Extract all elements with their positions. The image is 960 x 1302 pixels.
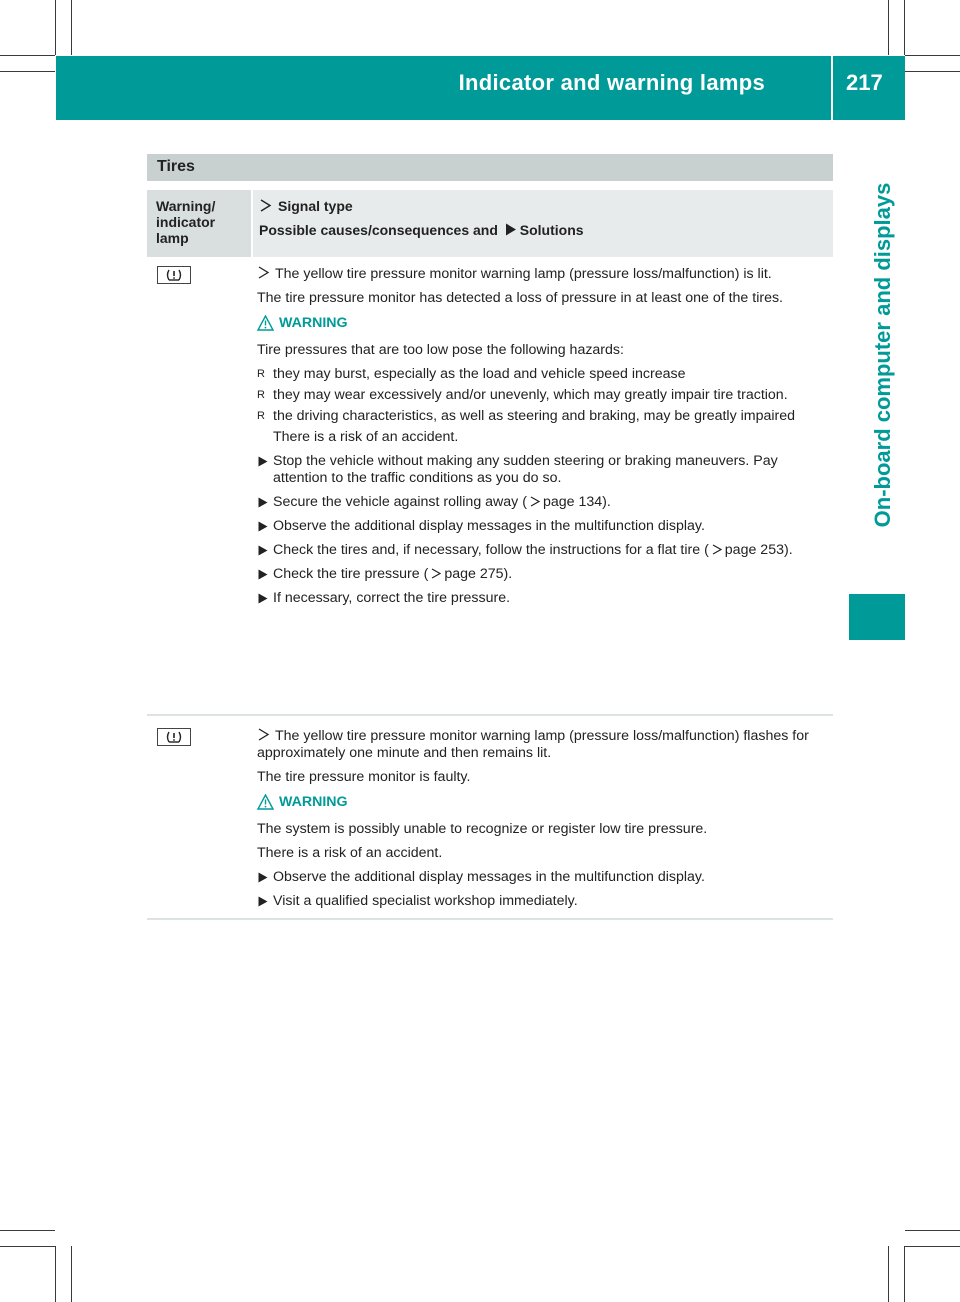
action-step: Observe the additional display messages in the multifunction display. [257,869,827,886]
signal-type-icon [257,266,270,279]
action-arrow-icon [258,545,268,556]
warning-triangle-icon [257,315,274,331]
bullet-marker: R [257,410,265,422]
row-content [257,728,827,917]
action-step: Stop the vehicle without making any sudden steering or braking maneuvers. Pay attention to the traffic conditions as you do so. [257,453,827,487]
solutions-label: Solutions [519,222,584,238]
crop-mark [71,0,72,55]
action-arrow-icon [258,593,268,604]
table-header-signal-column [253,190,833,257]
hazard-item: R they may burst, especially as the load and vehicle speed increase [257,366,686,382]
page-ref-icon [712,544,722,555]
risk-text: There is a risk of an accident. [257,845,443,861]
crop-mark [905,1246,960,1247]
warning-label: WARNING [279,794,348,810]
action-arrow-icon [258,896,268,907]
page-ref-icon [431,568,441,579]
crop-mark [0,55,55,56]
causes-label: Possible causes/consequences and [259,222,498,238]
warning-text: The system is possibly unable to recognize or register low tire pressure. [257,821,708,837]
action-arrow-icon [258,456,268,467]
crop-mark [905,71,960,72]
header-title: Indicator and warning lamps [458,70,765,95]
page-number: 217 [846,70,883,95]
section-title: Tires [157,158,195,175]
action-step: Observe the additional display messages in the multifunction display. [257,518,827,535]
solutions-arrow-icon [505,223,517,236]
warning-intro: Tire pressures that are too low pose the following hazards: [257,342,624,358]
page-reference[interactable]: page 253). [724,542,793,558]
signal-type-icon [259,199,272,212]
warning-triangle-icon [257,794,274,810]
crop-mark [888,1246,889,1302]
signal-type-label: Signal type [278,198,353,214]
action-step: If necessary, correct the tire pressure. [257,590,827,607]
action-arrow-icon [258,569,268,580]
bullet-marker: R [257,389,265,401]
warning-label: WARNING [279,315,348,331]
page-ref-icon [530,496,540,507]
action-step: Check the tires and, if necessary, follow the instructions for a flat tire ( page 253). [257,542,827,559]
hazard-item: R the driving characteristics, as well as steering and braking, may be greatly impaired [257,408,796,424]
signal-type-icon [257,728,270,741]
action-arrow-icon [258,497,268,508]
crop-mark [904,1246,905,1302]
action-arrow-icon [258,521,268,532]
action-step: Visit a qualified specialist workshop immediately. [257,893,827,910]
crop-mark [0,71,55,72]
action-step: Check the tire pressure ( page 275). [257,566,827,583]
lamp-column-label: Warning/ indicator lamp [156,198,216,246]
page-reference[interactable]: page 134). [542,494,611,510]
crop-mark [905,55,960,56]
chapter-tab-label: On-board computer and displays [870,182,895,528]
chapter-marker [849,594,905,640]
table-row [147,724,833,920]
crop-mark [71,1246,72,1302]
section-title-bar [147,154,833,181]
tire-pressure-warning-icon [157,728,191,746]
table-header [147,190,833,257]
signal-description: The yellow tire pressure monitor warning lamp (pressure loss/malfunction) flashes for approximately one minute and then remains lit. [257,728,809,761]
risk-text: There is a risk of an accident. [273,429,459,445]
page-reference[interactable]: page 275). [444,566,513,582]
cause-text: The tire pressure monitor has detected a loss of pressure in at least one of the tires. [257,290,783,306]
crop-mark [888,0,889,55]
crop-mark [0,1246,55,1247]
table-header-lamp-column [147,190,251,257]
bullet-marker: R [257,368,265,380]
crop-mark [55,0,56,55]
crop-mark [905,1230,960,1231]
tire-pressure-warning-icon [157,266,191,284]
action-arrow-icon [258,872,268,883]
header-divider [831,56,833,120]
cause-text: The tire pressure monitor is faulty. [257,769,471,785]
crop-mark [55,1246,56,1302]
signal-description: The yellow tire pressure monitor warning lamp (pressure loss/malfunction) is lit. [275,266,772,282]
action-step: Secure the vehicle against rolling away ( page 134). [257,494,827,511]
row-content [257,266,827,614]
crop-mark [904,0,905,55]
table-row [147,262,833,716]
page-header [56,56,905,120]
crop-mark [0,1230,55,1231]
chapter-tab [849,120,905,590]
hazard-item: R they may wear excessively and/or unevenly, which may greatly impair tire traction. [257,387,788,403]
